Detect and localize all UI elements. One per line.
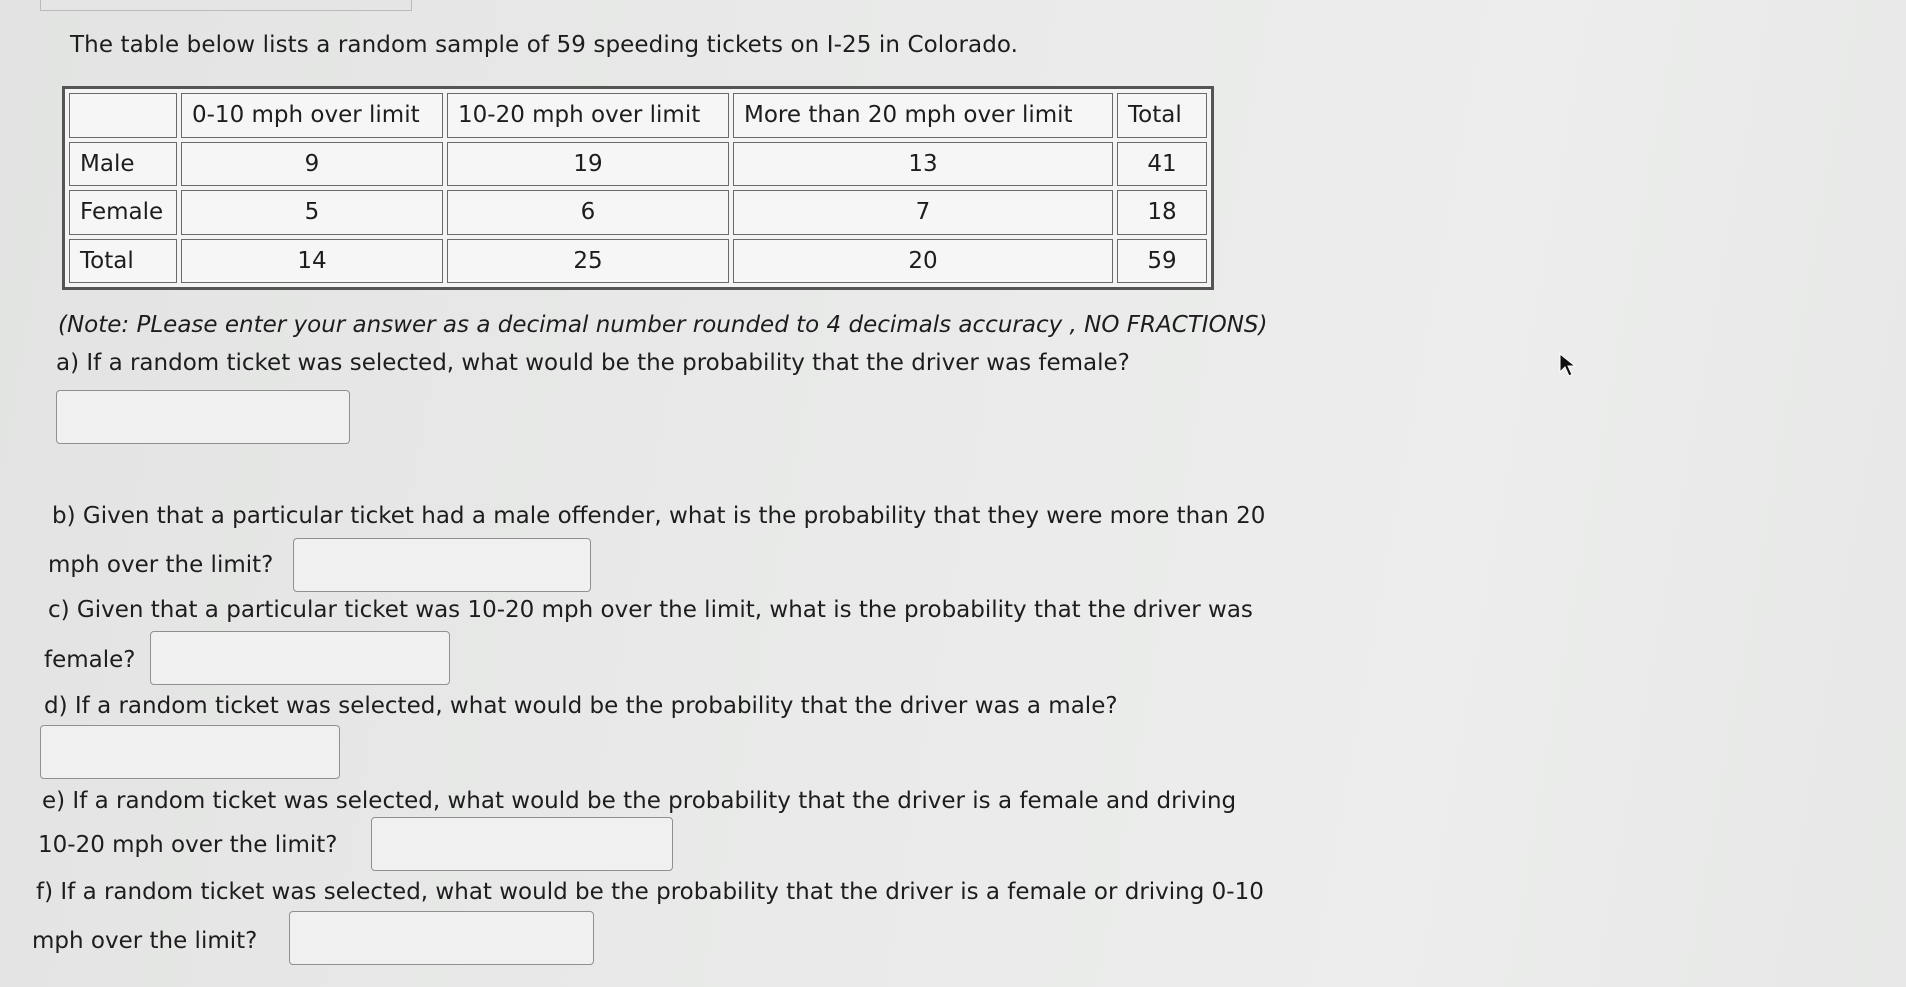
question-d-text: d) If a random ticket was selected, what would be the probability that the driver was a male? (44, 693, 1118, 719)
table-cell: 14 (181, 239, 443, 284)
row-label: Male (69, 142, 177, 187)
table-header-cell: More than 20 mph over limit (733, 93, 1113, 138)
arrow-pointer-icon (1558, 352, 1580, 378)
question-e-text-cont: 10-20 mph over the limit? (38, 832, 338, 858)
top-strip-edge (40, 0, 412, 11)
problem-intro: The table below lists a random sample of 59 speeding tickets on I-25 in Colorado. (70, 32, 1019, 58)
table-cell: 41 (1117, 142, 1207, 187)
answer-format-note: (Note: PLease enter your answer as a decimal number rounded to 4 decimals accuracy , NO FRACTIONS) (58, 312, 1268, 338)
answer-a-input[interactable] (56, 390, 350, 444)
table-cell: 20 (733, 239, 1113, 284)
answer-e-input[interactable] (371, 817, 673, 871)
table-cell: 18 (1117, 190, 1207, 235)
table-header-cell (69, 93, 177, 138)
table-row (69, 190, 1207, 235)
table-header-cell: Total (1117, 93, 1207, 138)
question-b-text-cont: mph over the limit? (48, 552, 274, 578)
question-e-text: e) If a random ticket was selected, what would be the probability that the driver is a female and driving (42, 788, 1237, 814)
row-label: Female (69, 190, 177, 235)
question-c-text-cont: female? (44, 647, 136, 673)
question-b-text: b) Given that a particular ticket had a male offender, what is the probability that they were more than 20 (52, 503, 1266, 529)
row-label: Total (69, 239, 177, 284)
answer-d-input[interactable] (40, 725, 340, 779)
table-cell: 59 (1117, 239, 1207, 284)
table-cell: 7 (733, 190, 1113, 235)
table-header-cell: 10-20 mph over limit (447, 93, 729, 138)
question-f-text: f) If a random ticket was selected, what would be the probability that the driver is a female or driving 0-10 (36, 879, 1264, 905)
question-f-text-cont: mph over the limit? (32, 928, 258, 954)
table-row (69, 142, 1207, 187)
table-cell: 25 (447, 239, 729, 284)
question-c-text: c) Given that a particular ticket was 10-20 mph over the limit, what is the probability that the driver was (48, 597, 1253, 623)
table-header-row (69, 93, 1207, 138)
table-cell: 13 (733, 142, 1113, 187)
question-a-text: a) If a random ticket was selected, what would be the probability that the driver was female? (56, 350, 1130, 376)
answer-c-input[interactable] (150, 631, 450, 685)
table-cell: 5 (181, 190, 443, 235)
answer-b-input[interactable] (293, 538, 591, 592)
table-cell: 19 (447, 142, 729, 187)
table-cell: 6 (447, 190, 729, 235)
table-cell: 9 (181, 142, 443, 187)
tickets-table (62, 86, 1214, 290)
answer-f-input[interactable] (289, 911, 594, 965)
table-header-cell: 0-10 mph over limit (181, 93, 443, 138)
table-row (69, 239, 1207, 284)
